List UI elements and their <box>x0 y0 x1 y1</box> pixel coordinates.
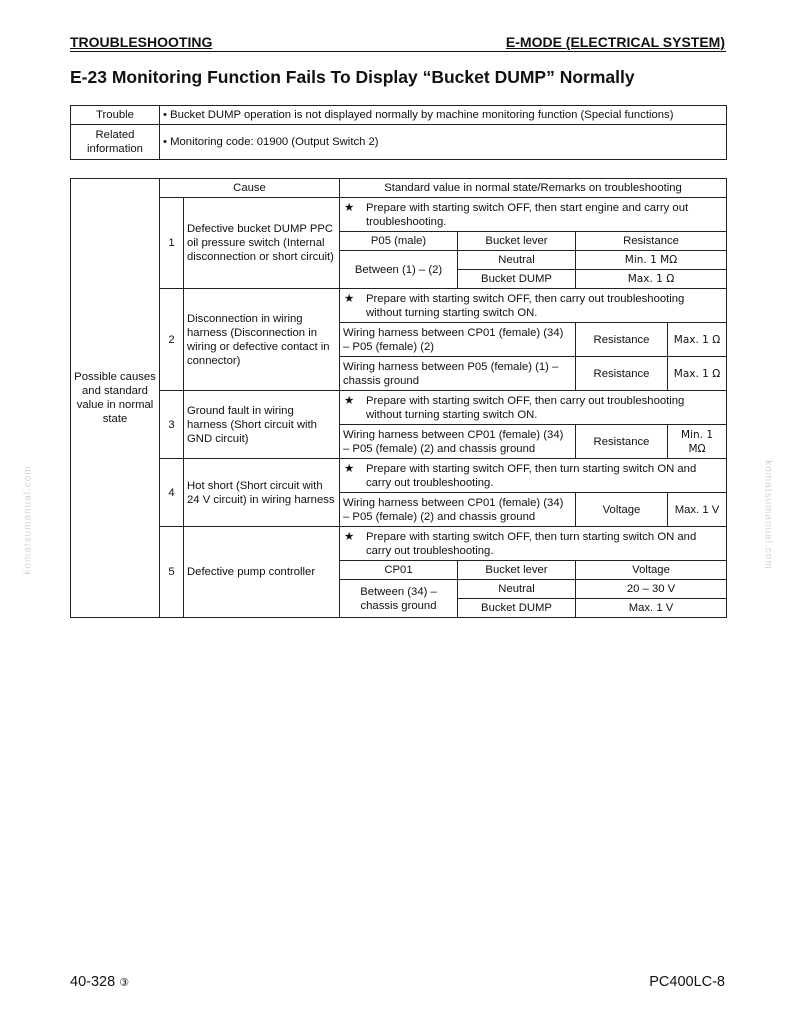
note-text: Prepare with starting switch OFF, then turn starting switch ON and carry out troubleshooting. <box>366 530 697 557</box>
watermark-left: komatsumanual.com <box>22 465 34 575</box>
troubleshooting-note <box>340 289 727 323</box>
standard-value: Max. 1 Ω <box>576 270 727 289</box>
wiring-check-description: Wiring harness between CP01 (female) (34) – P05 (female) (2) <box>340 323 576 357</box>
value-header: Resistance <box>576 232 727 251</box>
troubleshooting-note <box>340 198 727 232</box>
trouble-label: Trouble <box>71 106 160 125</box>
wiring-check-description: Wiring harness between CP01 (female) (34) – P05 (female) (2) and chassis ground <box>340 493 576 527</box>
note-text: Prepare with starting switch OFF, then turn starting switch ON and carry out troubleshooting. <box>366 462 697 489</box>
cause-description: Hot short (Short circuit with 24 V circuit) in wiring harness <box>184 459 340 527</box>
star-icon: ★ <box>344 201 355 214</box>
cause-number: 2 <box>160 289 184 391</box>
note-text: Prepare with starting switch OFF, then start engine and carry out troubleshooting. <box>366 201 689 228</box>
lever-position: Bucket DUMP <box>458 270 576 289</box>
measurement-points: Between (1) – (2) <box>340 251 458 289</box>
header-chapter-title: E-MODE (ELECTRICAL SYSTEM) <box>505 34 725 50</box>
cause-number: 3 <box>160 391 184 459</box>
standard-value: 20 – 30 V <box>576 580 727 599</box>
wiring-check-description: Wiring harness between CP01 (female) (34) – P05 (female) (2) and chassis ground <box>340 425 576 459</box>
cause-description: Disconnection in wiring harness (Disconnection in wiring or defective contact in connector) <box>184 289 340 391</box>
value-header: Voltage <box>576 561 727 580</box>
lever-position: Bucket DUMP <box>458 599 576 618</box>
standard-value: Min. 1 MΩ <box>576 251 727 270</box>
watermark-right: komatsumanual.com <box>762 460 774 570</box>
causes-table <box>70 178 727 618</box>
header-rule <box>70 51 726 52</box>
cause-number: 4 <box>160 459 184 527</box>
cause-number: 1 <box>160 198 184 289</box>
cause-number: 5 <box>160 527 184 618</box>
measurement-points: Between (34) – chassis ground <box>340 580 458 618</box>
trouble-table <box>70 105 727 160</box>
star-icon: ★ <box>344 462 355 475</box>
related-info-label: Related information <box>71 125 160 160</box>
cause-description: Defective pump controller <box>184 527 340 618</box>
standard-value: Max. 1 Ω <box>668 357 727 391</box>
troubleshooting-note <box>340 459 727 493</box>
related-info-text: • Monitoring code: 01900 (Output Switch 2) <box>160 125 727 160</box>
troubleshooting-note <box>340 527 727 561</box>
lever-header: Bucket lever <box>458 561 576 580</box>
note-text: Prepare with starting switch OFF, then carry out troubleshooting without turning starting switch ON. <box>366 292 685 319</box>
star-icon: ★ <box>344 530 355 543</box>
revision-mark: ③ <box>119 977 130 989</box>
connector-header: P05 (male) <box>340 232 458 251</box>
measurement-type: Voltage <box>576 493 668 527</box>
note-text: Prepare with starting switch OFF, then carry out troubleshooting without turning starting switch ON. <box>366 394 685 421</box>
standard-value: Max. 1 V <box>576 599 727 618</box>
star-icon: ★ <box>344 292 355 305</box>
star-icon: ★ <box>344 394 355 407</box>
lever-header: Bucket lever <box>458 232 576 251</box>
measurement-type: Resistance <box>576 357 668 391</box>
standard-value: Max. 1 V <box>668 493 727 527</box>
troubleshooting-note <box>340 391 727 425</box>
standard-value: Min. 1 MΩ <box>668 425 727 459</box>
measurement-type: Resistance <box>576 425 668 459</box>
cause-description: Defective bucket DUMP PPC oil pressure switch (Internal disconnection or short circuit) <box>184 198 340 289</box>
lever-position: Neutral <box>458 580 576 599</box>
footer-page-number: 40-328 ③ <box>70 974 130 990</box>
standard-value: Max. 1 Ω <box>668 323 727 357</box>
cause-column-header: Cause <box>160 179 340 198</box>
lever-position: Neutral <box>458 251 576 270</box>
footer-model: PC400LC-8 <box>649 974 725 990</box>
page-title: E-23 Monitoring Function Fails To Display “Bucket DUMP” Normally <box>70 67 635 87</box>
standard-column-header: Standard value in normal state/Remarks on troubleshooting <box>340 179 727 198</box>
header-section-title: TROUBLESHOOTING <box>70 34 213 50</box>
wiring-check-description: Wiring harness between P05 (female) (1) – chassis ground <box>340 357 576 391</box>
possible-causes-label: Possible causes and standard value in normal state <box>71 179 160 618</box>
trouble-text: • Bucket DUMP operation is not displayed normally by machine monitoring function (Special functions) <box>160 106 727 125</box>
connector-header: CP01 <box>340 561 458 580</box>
cause-description: Ground fault in wiring harness (Short circuit with GND circuit) <box>184 391 340 459</box>
measurement-type: Resistance <box>576 323 668 357</box>
